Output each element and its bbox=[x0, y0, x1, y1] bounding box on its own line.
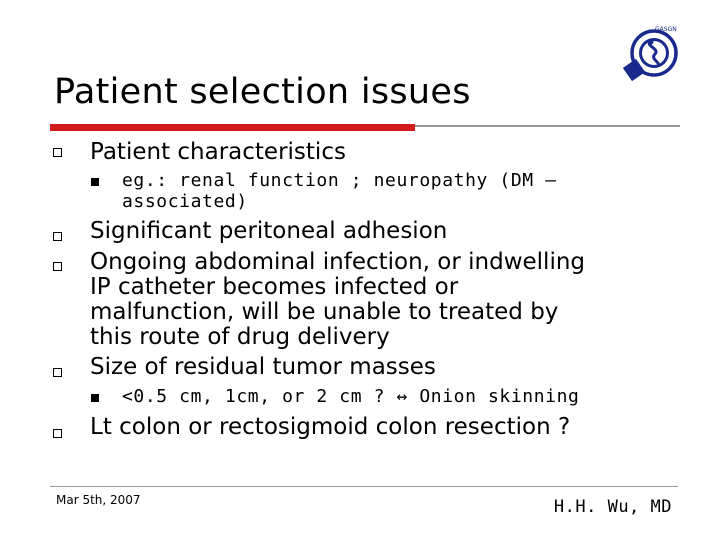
bullet-marker-icon bbox=[53, 232, 62, 241]
bullet-marker-icon bbox=[53, 429, 62, 438]
footer-rule bbox=[50, 486, 678, 487]
title-underline bbox=[50, 124, 680, 132]
bullet-line: Ongoing abdominal infection, or indwelling bbox=[90, 249, 586, 275]
sub-bullet-line: associated) bbox=[122, 191, 248, 212]
sub-bullet-marker-icon bbox=[91, 178, 99, 186]
slide-title: Patient selection issues bbox=[54, 72, 471, 112]
bullet-line: this route of drug delivery bbox=[90, 324, 390, 350]
logo-ring-text: GASGN bbox=[655, 26, 677, 33]
bullet-marker-icon bbox=[53, 148, 62, 157]
bullet-line: IP catheter becomes infected or bbox=[90, 274, 459, 300]
bullet-peritoneal-adhesion: Significant peritoneal adhesion bbox=[90, 218, 448, 244]
title-underline-grey bbox=[415, 125, 680, 127]
footer-date: Mar 5th, 2007 bbox=[56, 493, 141, 507]
bullet-residual-tumor: Size of residual tumor masses bbox=[90, 354, 436, 380]
bullet-patient-characteristics: Patient characteristics bbox=[90, 139, 346, 165]
sub-bullet-marker-icon bbox=[91, 394, 99, 402]
bullet-marker-icon bbox=[53, 368, 62, 377]
footer-author: H.H. Wu, MD bbox=[553, 497, 672, 517]
bullet-marker-icon bbox=[53, 262, 62, 271]
bullet-colon-resection: Lt colon or rectosigmoid colon resection ? bbox=[90, 414, 571, 440]
society-logo-icon bbox=[620, 22, 686, 88]
bullet-line: malfunction, will be unable to treated by bbox=[90, 299, 559, 325]
sub-bullet-line: eg.: renal function ; neuropathy (DM – bbox=[122, 170, 557, 191]
sub-bullet-line: <0.5 cm, 1cm, or 2 cm ? ↔ Onion skinning bbox=[122, 386, 580, 407]
title-underline-red bbox=[50, 124, 415, 131]
